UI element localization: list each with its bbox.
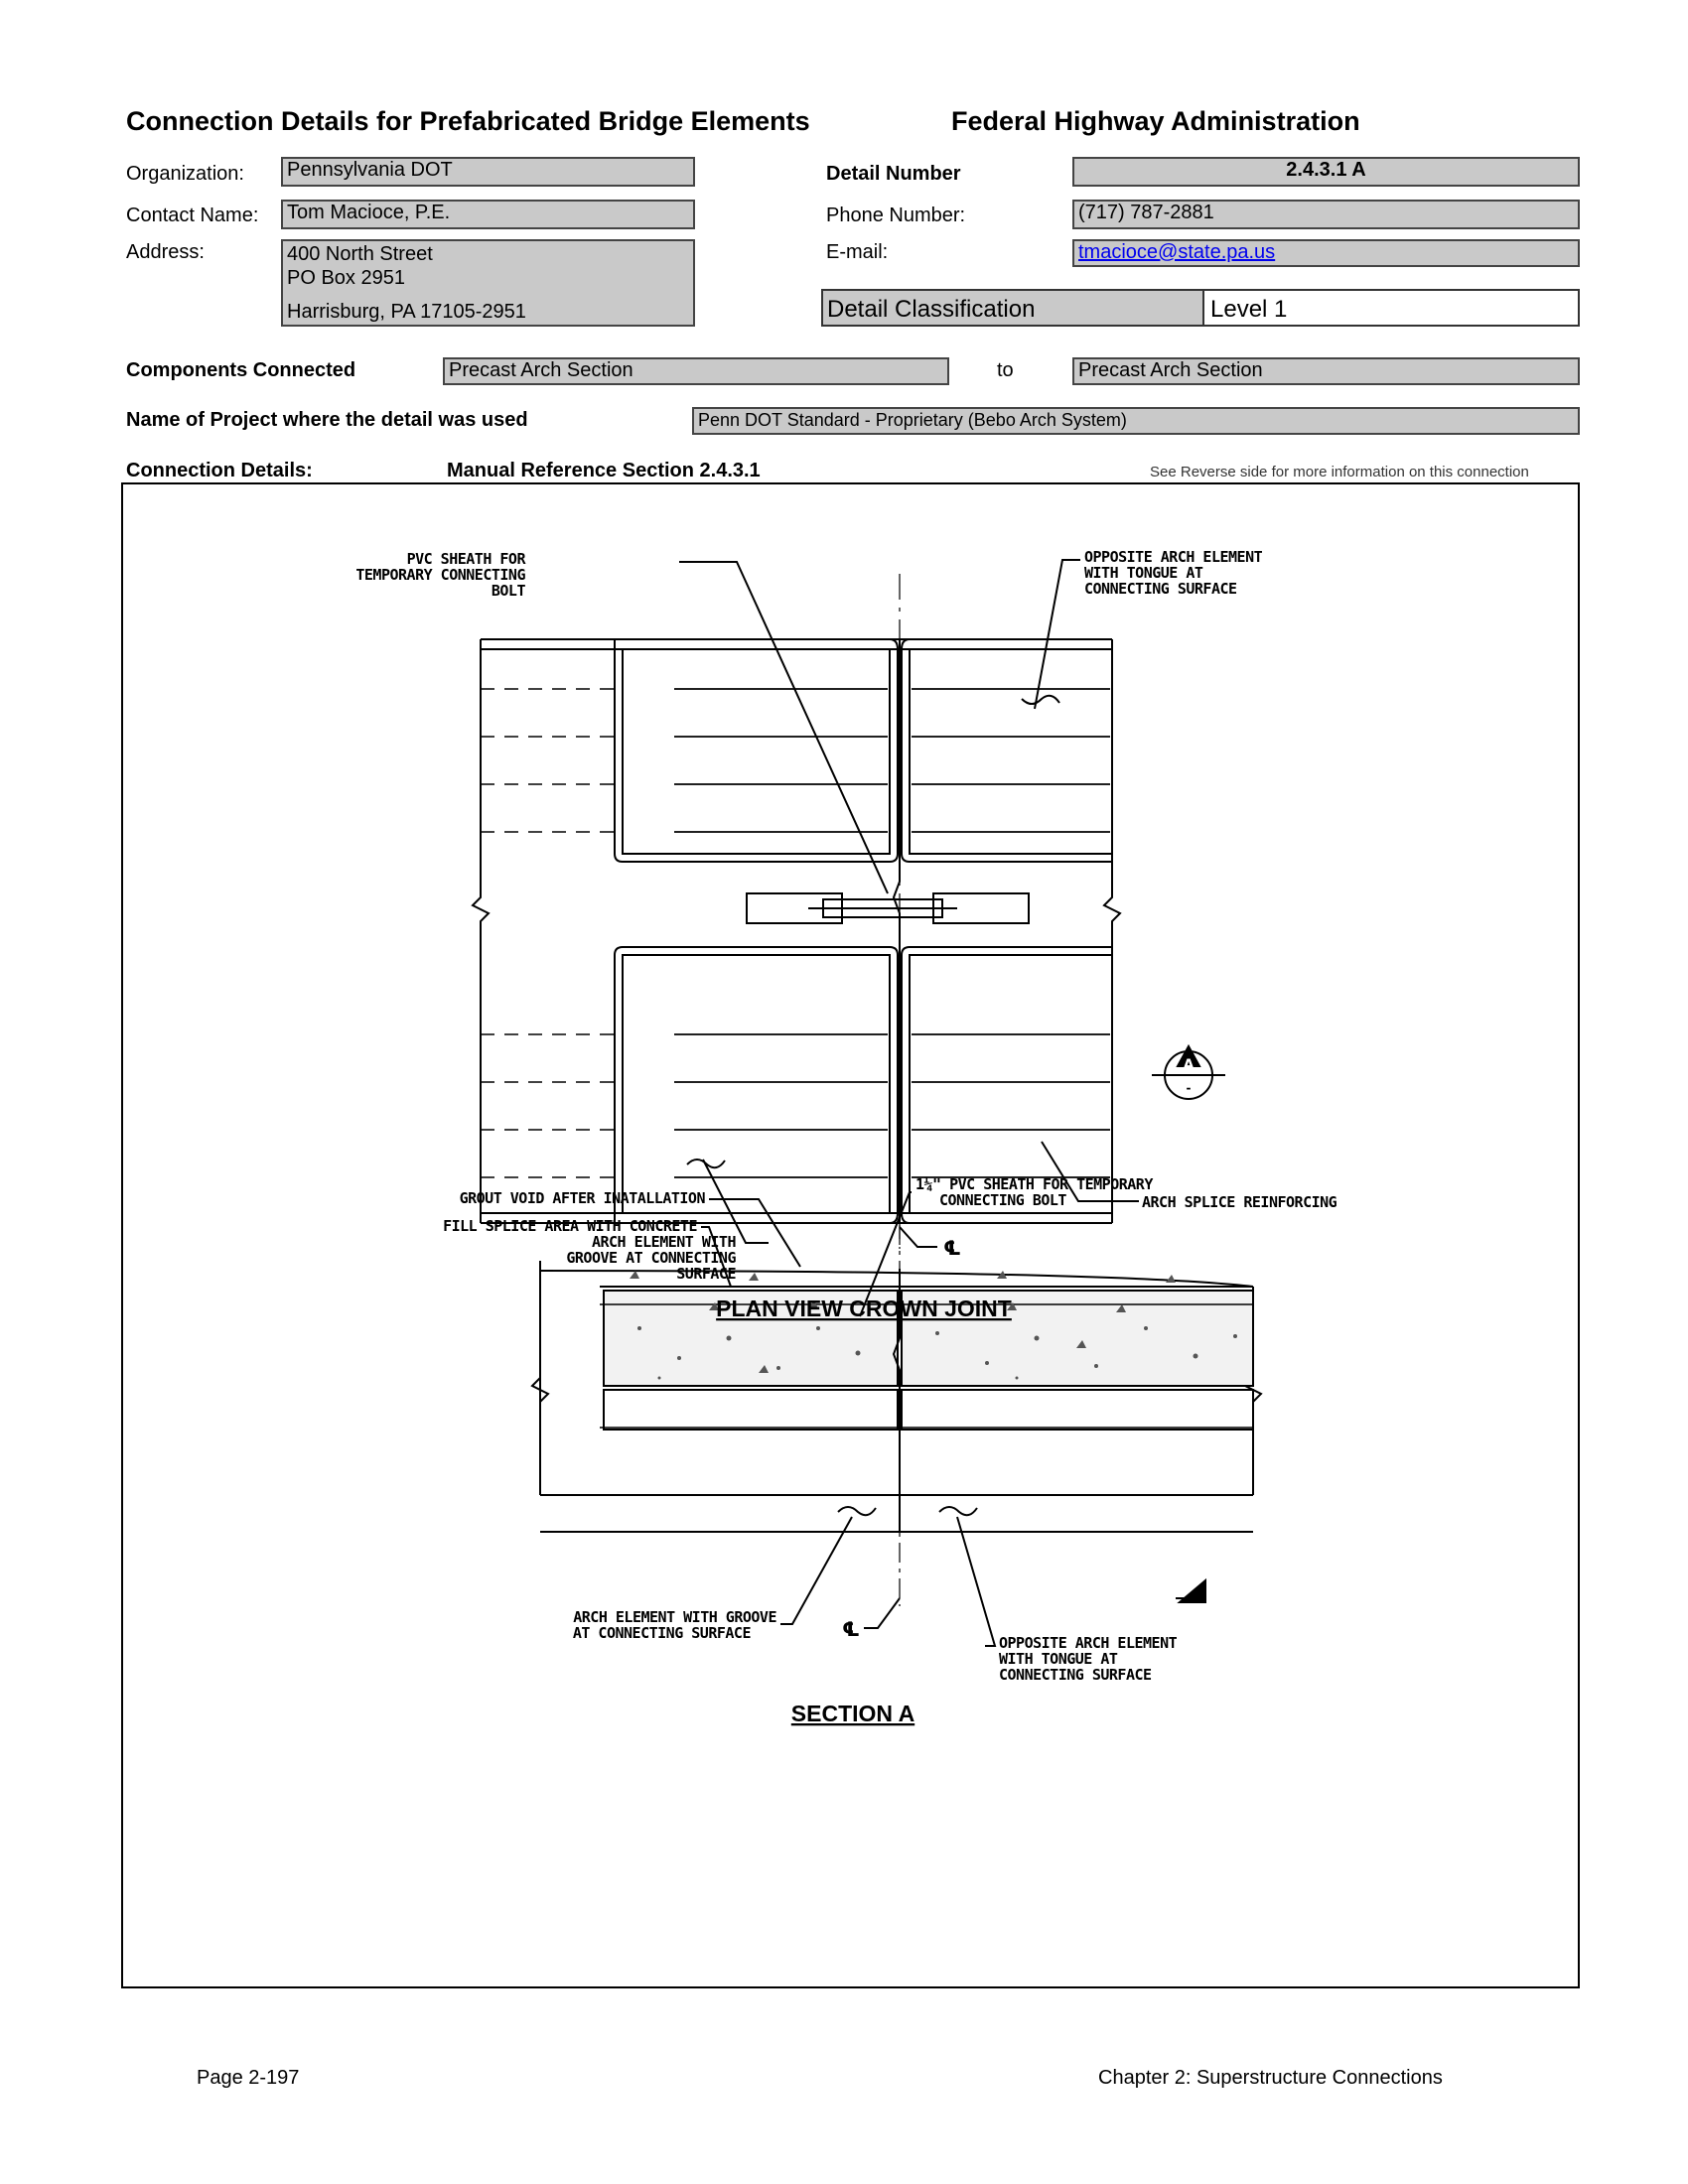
classification-value: Level 1: [1210, 296, 1288, 323]
plan-centerline-symbol: ℄: [943, 1236, 961, 1260]
address-line-3: Harrisburg, PA 17105-2951: [287, 301, 526, 323]
chapter-label: Chapter 2: Superstructure Connections: [1098, 2067, 1443, 2089]
components-to-label: to: [997, 359, 1014, 381]
document-title: Connection Details for Prefabricated Bridge Elements: [126, 106, 810, 136]
drawing-frame: [121, 482, 1580, 1988]
contact-name-label: Contact Name:: [126, 205, 259, 226]
detail-number-field: 2.4.3.1 A: [1072, 157, 1580, 187]
section-note-opposite-2: WITH TONGUE AT: [999, 1650, 1118, 1668]
section-note-grout: GROUT VOID AFTER INATALLATION: [459, 1189, 705, 1207]
plan-note-opposite-1: OPPOSITE ARCH ELEMENT: [1084, 548, 1263, 566]
section-centerline-symbol: ℄: [842, 1617, 860, 1641]
contact-name-field: Tom Macioce, P.E.: [281, 200, 695, 229]
manual-reference: Manual Reference Section 2.4.3.1: [447, 460, 761, 481]
address-line-1: 400 North Street: [287, 243, 433, 265]
plan-note-pvc-1: PVC SHEATH FOR: [406, 550, 525, 568]
classification-label: Detail Classification: [827, 296, 1036, 323]
section-notes: [443, 1175, 1178, 1726]
page-number: Page 2-197: [197, 2067, 300, 2089]
classification-box: [821, 289, 1580, 327]
email-label: E-mail:: [826, 241, 889, 263]
component-from-field: Precast Arch Section: [443, 357, 949, 385]
email-link[interactable]: tmacioce@state.pa.us: [1078, 241, 1276, 263]
plan-note-groove-3: SURFACE: [676, 1265, 736, 1283]
plan-note-opposite-2: WITH TONGUE AT: [1084, 564, 1203, 582]
project-label: Name of Project where the detail was used: [126, 409, 528, 431]
address-label: Address:: [126, 241, 205, 263]
plan-note-opposite-3: CONNECTING SURFACE: [1084, 580, 1237, 598]
plan-note-pvc-2: TEMPORARY CONNECTING: [355, 566, 525, 584]
section-note-pvc-1: 1¼" PVC SHEATH FOR TEMPORARY: [915, 1175, 1153, 1193]
plan-note-groove-2: GROOVE AT CONNECTING: [566, 1249, 736, 1267]
section-note-groove-1: ARCH ELEMENT WITH GROOVE: [573, 1608, 776, 1626]
components-label: Components Connected: [126, 359, 356, 381]
phone-label: Phone Number:: [826, 205, 966, 226]
phone-field: (717) 787-2881: [1072, 200, 1580, 229]
address-field: [281, 239, 695, 327]
section-a-title: SECTION A: [790, 1701, 915, 1726]
connection-details-label: Connection Details:: [126, 460, 313, 481]
reverse-side-note: See Reverse side for more information on this connection: [1150, 464, 1529, 480]
agency-title: Federal Highway Administration: [951, 106, 1360, 136]
organization-label: Organization:: [126, 163, 244, 185]
section-marker-sub: -: [1186, 1081, 1192, 1095]
component-to-field: Precast Arch Section: [1072, 357, 1580, 385]
section-note-pvc-2: CONNECTING BOLT: [939, 1191, 1066, 1209]
section-note-fill: FILL SPLICE AREA WITH CONCRETE: [443, 1217, 697, 1235]
connection-drawing: [123, 484, 1578, 1986]
project-field: Penn DOT Standard - Proprietary (Bebo Arch System): [692, 407, 1580, 435]
plan-view: [473, 560, 1225, 1249]
section-note-groove-2: AT CONNECTING SURFACE: [572, 1624, 751, 1642]
plan-view-title: PLAN VIEW CROWN JOINT: [716, 1296, 1012, 1321]
section-note-opposite-1: OPPOSITE ARCH ELEMENT: [999, 1634, 1178, 1652]
detail-number-label: Detail Number: [826, 163, 961, 185]
organization-field: Pennsylvania DOT: [281, 157, 695, 187]
section-marker-letter: A: [1183, 1057, 1195, 1073]
plan-note-splice: ARCH SPLICE REINFORCING: [1142, 1193, 1337, 1211]
plan-note-groove-1: ARCH ELEMENT WITH: [591, 1233, 736, 1251]
address-line-2: PO Box 2951: [287, 267, 405, 289]
email-field: [1072, 239, 1580, 267]
section-note-opposite-3: CONNECTING SURFACE: [999, 1666, 1152, 1684]
plan-note-pvc-3: BOLT: [491, 582, 525, 600]
